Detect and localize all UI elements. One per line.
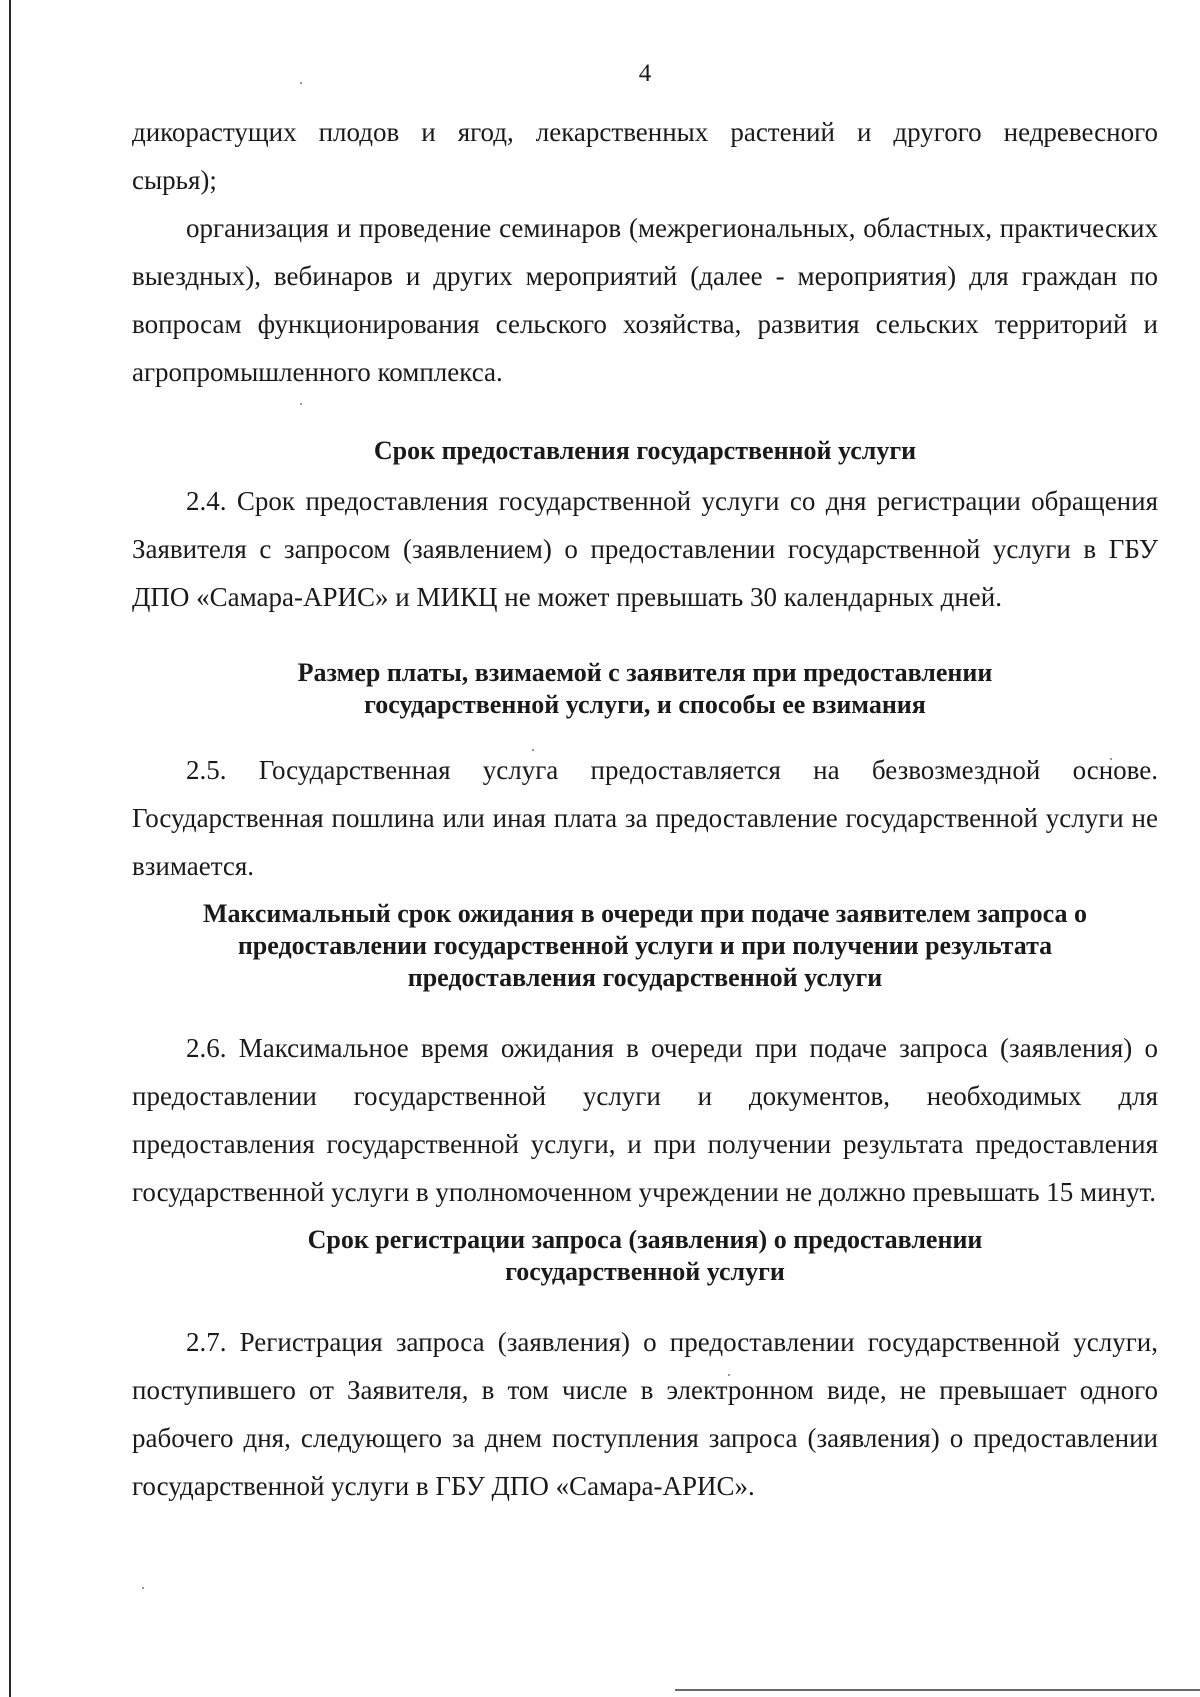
paragraph-seminars: организация и проведение семинаров (межрегиональных, областных, практических выездных), вебинаров и других мероприятий (далее - мероприятия) для граждан по вопросам функционирования сельского хозяйства, развития сельских территорий и агропромышленного комплекса. xyxy=(132,213,1158,387)
page-number: 4 xyxy=(638,60,652,87)
section-heading-term: Срок предоставления государственной услуги xyxy=(373,436,917,465)
section-heading-fee-line-2: государственной услуги, и способы ее взимания xyxy=(364,690,926,719)
document-body xyxy=(132,108,1158,1510)
paragraph-2-5: 2.5. Государственная услуга предоставляется на безвозмездной основе. Государственная пошлина или иная плата за предоставление государственной услуги не взимается. xyxy=(132,755,1158,881)
scan-bottom-rule xyxy=(675,1689,1200,1691)
paragraph-2-7: 2.7. Регистрация запроса (заявления) о предоставлении государственной услуги, поступившего от Заявителя, в том числе в электронном виде, не превышает одного рабочего дня, следующего за днем поступления запроса (заявления) о предоставлении государственной услуги в ГБУ ДПО «Самара-АРИС». xyxy=(132,1327,1158,1501)
section-heading-fee-line-1: Размер платы, взимаемой с заявителя при предоставлении xyxy=(297,658,993,687)
section-heading-registration-line-2: государственной услуги xyxy=(505,1257,785,1286)
scan-speck xyxy=(142,1587,144,1589)
section-heading-queue-line-1: Максимальный срок ожидания в очереди при подаче заявителем запроса о xyxy=(202,899,1087,928)
section-heading-queue-line-3: предоставления государственной услуги xyxy=(407,963,883,992)
paragraph-2-4: 2.4. Срок предоставления государственной услуги со дня регистрации обращения Заявителя с запросом (заявлением) о предоставлении государственной услуги в ГБУ ДПО «Самара-АРИС» и МИКЦ не может превышать 30 календарных дней. xyxy=(132,486,1158,612)
scan-left-edge xyxy=(9,0,11,1697)
section-heading-registration-line-1: Срок регистрации запроса (заявления) о предоставлении xyxy=(307,1225,983,1254)
paragraph-2-6: 2.6. Максимальное время ожидания в очереди при подаче запроса (заявления) о предоставлении государственной услуги и документов, необходимых для предоставления государственной услуги, и при получении результата предоставления государственной услуги в уполномоченном учреждении не должно превышать 15 минут. xyxy=(132,1033,1158,1207)
paragraph-continuation: дикорастущих плодов и ягод, лекарственных растений и другого недревесного xyxy=(132,117,1158,147)
paragraph-continuation-end: сырья); xyxy=(132,165,217,195)
section-heading-queue-line-2: предоставлении государственной услуги и при получении результата xyxy=(237,931,1053,960)
